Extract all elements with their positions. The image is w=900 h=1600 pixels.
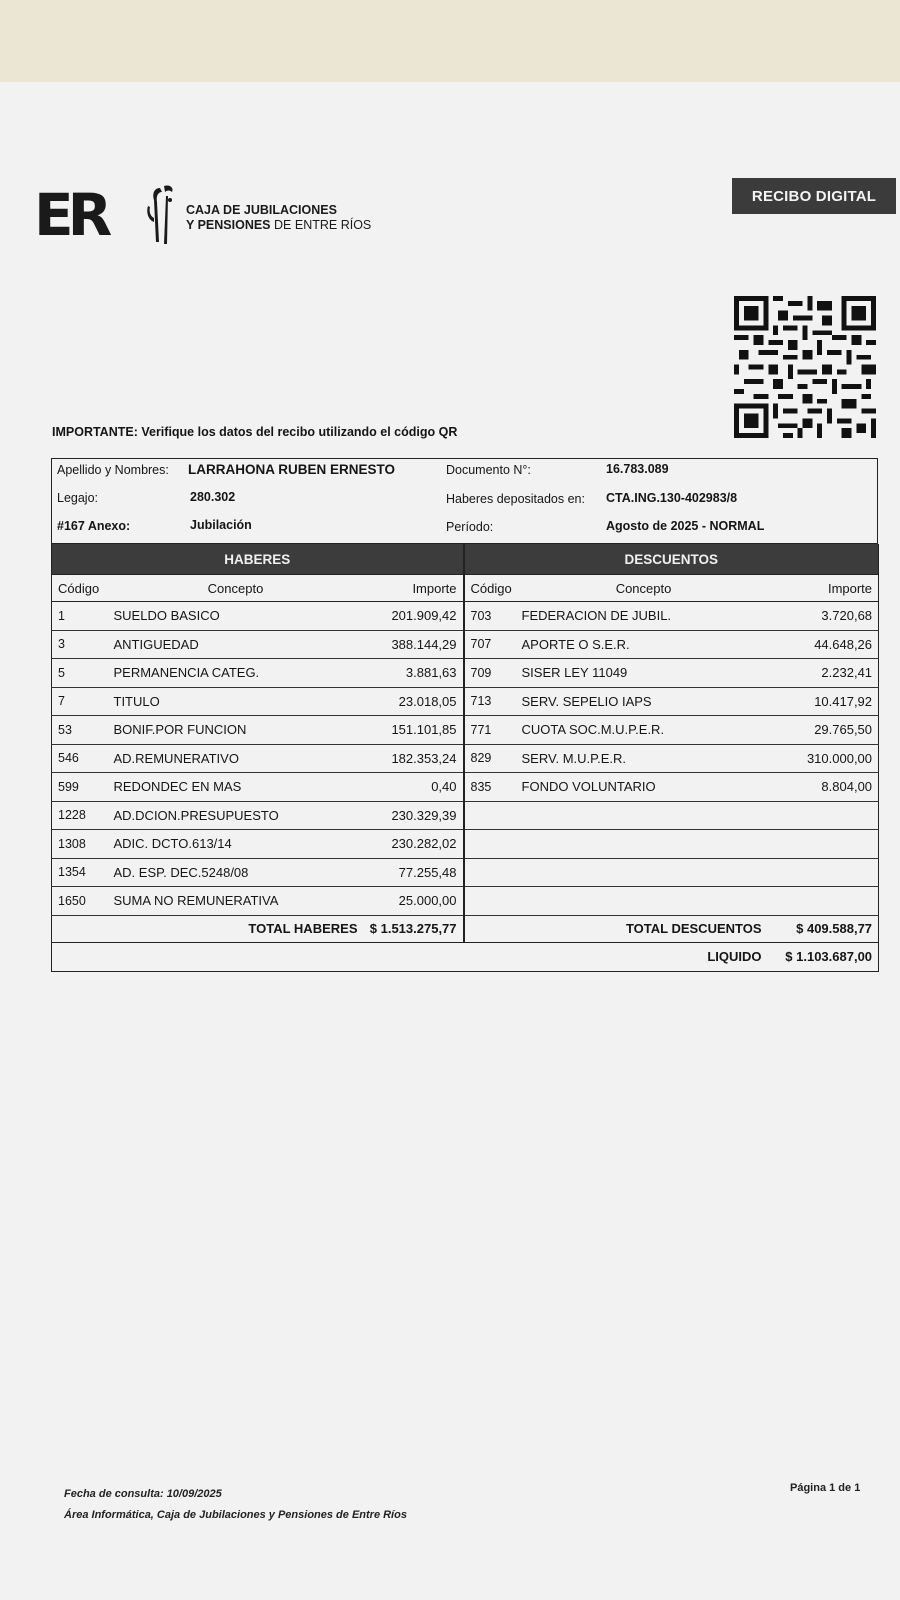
- haberes-concepto: AD.DCION.PRESUPUESTO: [108, 801, 364, 830]
- descuentos-concepto: [520, 830, 768, 859]
- column-header-row: [52, 575, 879, 602]
- descuentos-importe: [768, 858, 879, 887]
- descuentos-concepto: SISER LEY 11049: [520, 659, 768, 688]
- haberes-concepto: PERMANENCIA CATEG.: [108, 659, 364, 688]
- descuentos-col-importe: Importe: [768, 575, 879, 602]
- name-label: Apellido y Nombres:: [57, 463, 169, 477]
- descuentos-col-concepto: Concepto: [520, 575, 768, 602]
- table-row: [52, 602, 879, 631]
- haberes-title: HABERES: [52, 544, 464, 575]
- beneficiary-info: [51, 458, 878, 544]
- totals-spacer: [464, 915, 520, 942]
- descuentos-importe: 310.000,00: [768, 744, 879, 773]
- haberes-concepto: AD. ESP. DEC.5248/08: [108, 858, 364, 887]
- er-logo: ER: [34, 181, 107, 249]
- descuentos-importe: 44.648,26: [768, 630, 879, 659]
- descuentos-importe: 8.804,00: [768, 773, 879, 802]
- documento-value: 16.783.089: [606, 462, 669, 476]
- periodo-value: Agosto de 2025 - NORMAL: [606, 519, 765, 533]
- haberes-importe: 230.329,39: [364, 801, 464, 830]
- descuentos-concepto: FEDERACION DE JUBIL.: [520, 602, 768, 631]
- liquido-label: LIQUIDO: [520, 942, 768, 971]
- haberes-concepto: AD.REMUNERATIVO: [108, 744, 364, 773]
- table-row: [52, 858, 879, 887]
- institution-line-1: CAJA DE JUBILACIONES: [186, 203, 337, 217]
- descuentos-importe: 3.720,68: [768, 602, 879, 631]
- important-notice: IMPORTANTE: Verifique los datos del recibo utilizando el código QR: [52, 425, 458, 439]
- footer-info: [64, 1484, 407, 1526]
- haberes-codigo: 53: [52, 716, 108, 745]
- descuentos-importe: 10.417,92: [768, 687, 879, 716]
- descuentos-importe: [768, 801, 879, 830]
- haberes-concepto: SUELDO BASICO: [108, 602, 364, 631]
- descuentos-col-codigo: Código: [464, 575, 520, 602]
- descuentos-codigo: 703: [464, 602, 520, 631]
- documento-label: Documento N°:: [446, 463, 531, 477]
- periodo-label: Período:: [446, 520, 494, 534]
- haberes-codigo: 1228: [52, 801, 108, 830]
- descuentos-concepto: [520, 801, 768, 830]
- haberes-concepto: ADIC. DCTO.613/14: [108, 830, 364, 859]
- haberes-importe: 151.101,85: [364, 716, 464, 745]
- caja-emblem-icon: [140, 182, 180, 248]
- total-haberes-value: $ 1.513.275,77: [364, 915, 464, 942]
- descuentos-codigo: 713: [464, 687, 520, 716]
- institution-name: [186, 203, 371, 233]
- haberes-concepto: REDONDEC EN MAS: [108, 773, 364, 802]
- descuentos-codigo: 709: [464, 659, 520, 688]
- table-row: [52, 801, 879, 830]
- area-informatica: Área Informática, Caja de Jubilaciones y Pensiones de Entre Ríos: [64, 1509, 407, 1521]
- haberes-codigo: 1354: [52, 858, 108, 887]
- haberes-importe: 0,40: [364, 773, 464, 802]
- haberes-importe: 201.909,42: [364, 602, 464, 631]
- totals-row: [52, 915, 879, 942]
- haberes-importe: 25.000,00: [364, 887, 464, 916]
- table-row: [52, 716, 879, 745]
- haberes-concepto: TITULO: [108, 687, 364, 716]
- haberes-codigo: 599: [52, 773, 108, 802]
- liquido-spacer: [52, 942, 520, 971]
- table-row: [52, 659, 879, 688]
- haberes-concepto: SUMA NO REMUNERATIVA: [108, 887, 364, 916]
- descuentos-concepto: FONDO VOLUNTARIO: [520, 773, 768, 802]
- haberes-codigo: 1: [52, 602, 108, 631]
- haberes-importe: 3.881,63: [364, 659, 464, 688]
- deposit-label: Haberes depositados en:: [446, 492, 585, 506]
- haberes-codigo: 5: [52, 659, 108, 688]
- institution-line-2: Y PENSIONES DE ENTRE RÍOS: [186, 218, 372, 232]
- totals-spacer: [52, 915, 108, 942]
- descuentos-concepto: SERV. SEPELIO IAPS: [520, 687, 768, 716]
- table-row: [52, 630, 879, 659]
- haberes-importe: 388.144,29: [364, 630, 464, 659]
- legajo-value: 280.302: [190, 490, 236, 504]
- haberes-concepto: BONIF.POR FUNCION: [108, 716, 364, 745]
- haberes-importe: 230.282,02: [364, 830, 464, 859]
- total-descuentos-label: TOTAL DESCUENTOS: [520, 915, 768, 942]
- descuentos-codigo: 829: [464, 744, 520, 773]
- haberes-importe: 182.353,24: [364, 744, 464, 773]
- descuentos-importe: [768, 830, 879, 859]
- haberes-descuentos-table: [51, 544, 879, 972]
- recibo-digital-badge: RECIBO DIGITAL: [732, 178, 896, 214]
- descuentos-codigo: [464, 801, 520, 830]
- legajo-label: Legajo:: [57, 491, 99, 505]
- anexo-value: Jubilación: [190, 518, 252, 532]
- haberes-col-codigo: Código: [52, 575, 108, 602]
- table-row: [52, 687, 879, 716]
- haberes-col-concepto: Concepto: [108, 575, 364, 602]
- table-row: [52, 773, 879, 802]
- page-number: Página 1 de 1: [790, 1482, 861, 1494]
- descuentos-importe: 2.232,41: [768, 659, 879, 688]
- table-row: [52, 744, 879, 773]
- descuentos-codigo: [464, 858, 520, 887]
- haberes-codigo: 1308: [52, 830, 108, 859]
- haberes-concepto: ANTIGUEDAD: [108, 630, 364, 659]
- section-band: [52, 544, 879, 575]
- descuentos-importe: 29.765,50: [768, 716, 879, 745]
- haberes-codigo: 7: [52, 687, 108, 716]
- descuentos-codigo: [464, 887, 520, 916]
- liquido-value: $ 1.103.687,00: [768, 942, 879, 971]
- total-haberes-label: TOTAL HABERES: [108, 915, 364, 942]
- descuentos-codigo: 771: [464, 716, 520, 745]
- haberes-importe: 23.018,05: [364, 687, 464, 716]
- descuentos-codigo: 707: [464, 630, 520, 659]
- haberes-codigo: 1650: [52, 887, 108, 916]
- total-descuentos-value: $ 409.588,77: [768, 915, 879, 942]
- descuentos-concepto: [520, 858, 768, 887]
- descuentos-codigo: 835: [464, 773, 520, 802]
- haberes-codigo: 3: [52, 630, 108, 659]
- qr-code: [734, 288, 876, 446]
- name-value: LARRAHONA RUBEN ERNESTO: [188, 462, 396, 477]
- descuentos-concepto: SERV. M.U.P.E.R.: [520, 744, 768, 773]
- haberes-codigo: 546: [52, 744, 108, 773]
- haberes-importe: 77.255,48: [364, 858, 464, 887]
- table-row: [52, 830, 879, 859]
- descuentos-importe: [768, 887, 879, 916]
- haberes-col-importe: Importe: [364, 575, 464, 602]
- descuentos-concepto: APORTE O S.E.R.: [520, 630, 768, 659]
- anexo-label: #167 Anexo:: [57, 519, 131, 533]
- deposit-value: CTA.ING.130-402983/8: [606, 491, 738, 505]
- fecha-consulta: Fecha de consulta: 10/09/2025: [64, 1488, 222, 1500]
- descuentos-codigo: [464, 830, 520, 859]
- table-row: [52, 887, 879, 916]
- descuentos-concepto: [520, 887, 768, 916]
- descuentos-title: DESCUENTOS: [464, 544, 879, 575]
- descuentos-concepto: CUOTA SOC.M.U.P.E.R.: [520, 716, 768, 745]
- liquido-row: [52, 942, 879, 971]
